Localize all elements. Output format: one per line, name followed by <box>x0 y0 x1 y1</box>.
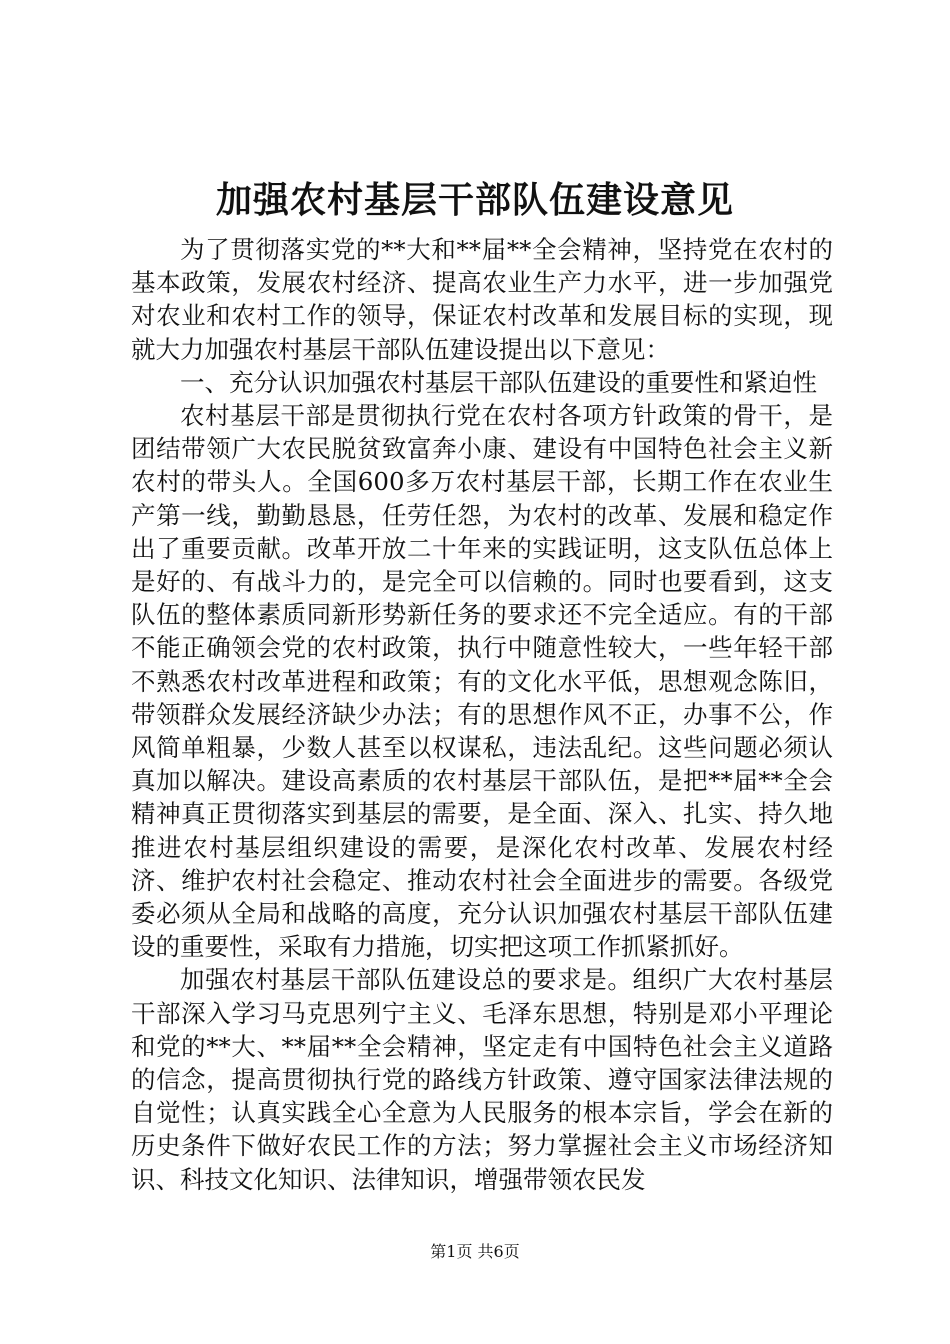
paragraph-importance: 农村基层干部是贯彻执行党在农村各项方针政策的骨干，是团结带领广大农民脱贫致富奔小康、建设有中国特色社会主义新农村的带头人。全国600多万农村基层干部，长期工作在农业生产第一线，勤勤恳恳，任劳任怨，为农村的改革、发展和稳定作出了重要贡献。改革开放二十年来的实践证明，这支队伍总体上是好的、有战斗力的，是完全可以信赖的。同时也要看到，这支队伍的整体素质同新形势新任务的要求还不完全适应。有的干部不能正确领会党的农村政策，执行中随意性较大，一些年轻干部不熟悉农村改革进程和政策；有的文化水平低，思想观念陈旧，带领群众发展经济缺少办法；有的思想作风不正，办事不公，作风简单粗暴，少数人甚至以权谋私，违法乱纪。这些问题必须认真加以解决。建设高素质的农村基层干部队伍，是把**届**全会精神真正贯彻落实到基层的需要，是全面、深入、扎实、持久地推进农村基层组织建设的需要，是深化农村改革、发展农村经济、维护农村社会稳定、推动农村社会全面进步的需要。各级党委必须从全局和战略的高度，充分认识加强农村基层干部队伍建设的重要性，采取有力措施，切实把这项工作抓紧抓好。 <box>131 401 833 962</box>
paragraph-intro: 为了贯彻落实党的**大和**届**全会精神，坚持党在农村的基本政策，发展农村经济、提高农业生产力水平，进一步加强党对农业和农村工作的领导，保证农村改革和发展目标的实现，现就大力加强农村基层干部队伍建设提出以下意见： <box>131 235 833 364</box>
page-number-footer: 第1页 共6页 <box>430 1242 520 1261</box>
document-title: 加强农村基层干部队伍建设意见 <box>215 179 734 221</box>
paragraph-requirements: 加强农村基层干部队伍建设总的要求是。组织广大农村基层干部深入学习马克思列宁主义、毛泽东思想，特别是邓小平理论和党的**大、**届**全会精神，坚定走有中国特色社会主义道路的信念，提高贯彻执行党的路线方针政策、遵守国家法律法规的自觉性；认真实践全心全意为人民服务的根本宗旨，学会在新的历史条件下做好农民工作的方法；努力掌握社会主义市场经济知识、科技文化知识、法律知识，增强带领农民发 <box>131 965 833 1194</box>
document-body <box>131 233 833 1196</box>
section-heading-1: 一、充分认识加强农村基层干部队伍建设的重要性和紧迫性 <box>180 367 817 397</box>
